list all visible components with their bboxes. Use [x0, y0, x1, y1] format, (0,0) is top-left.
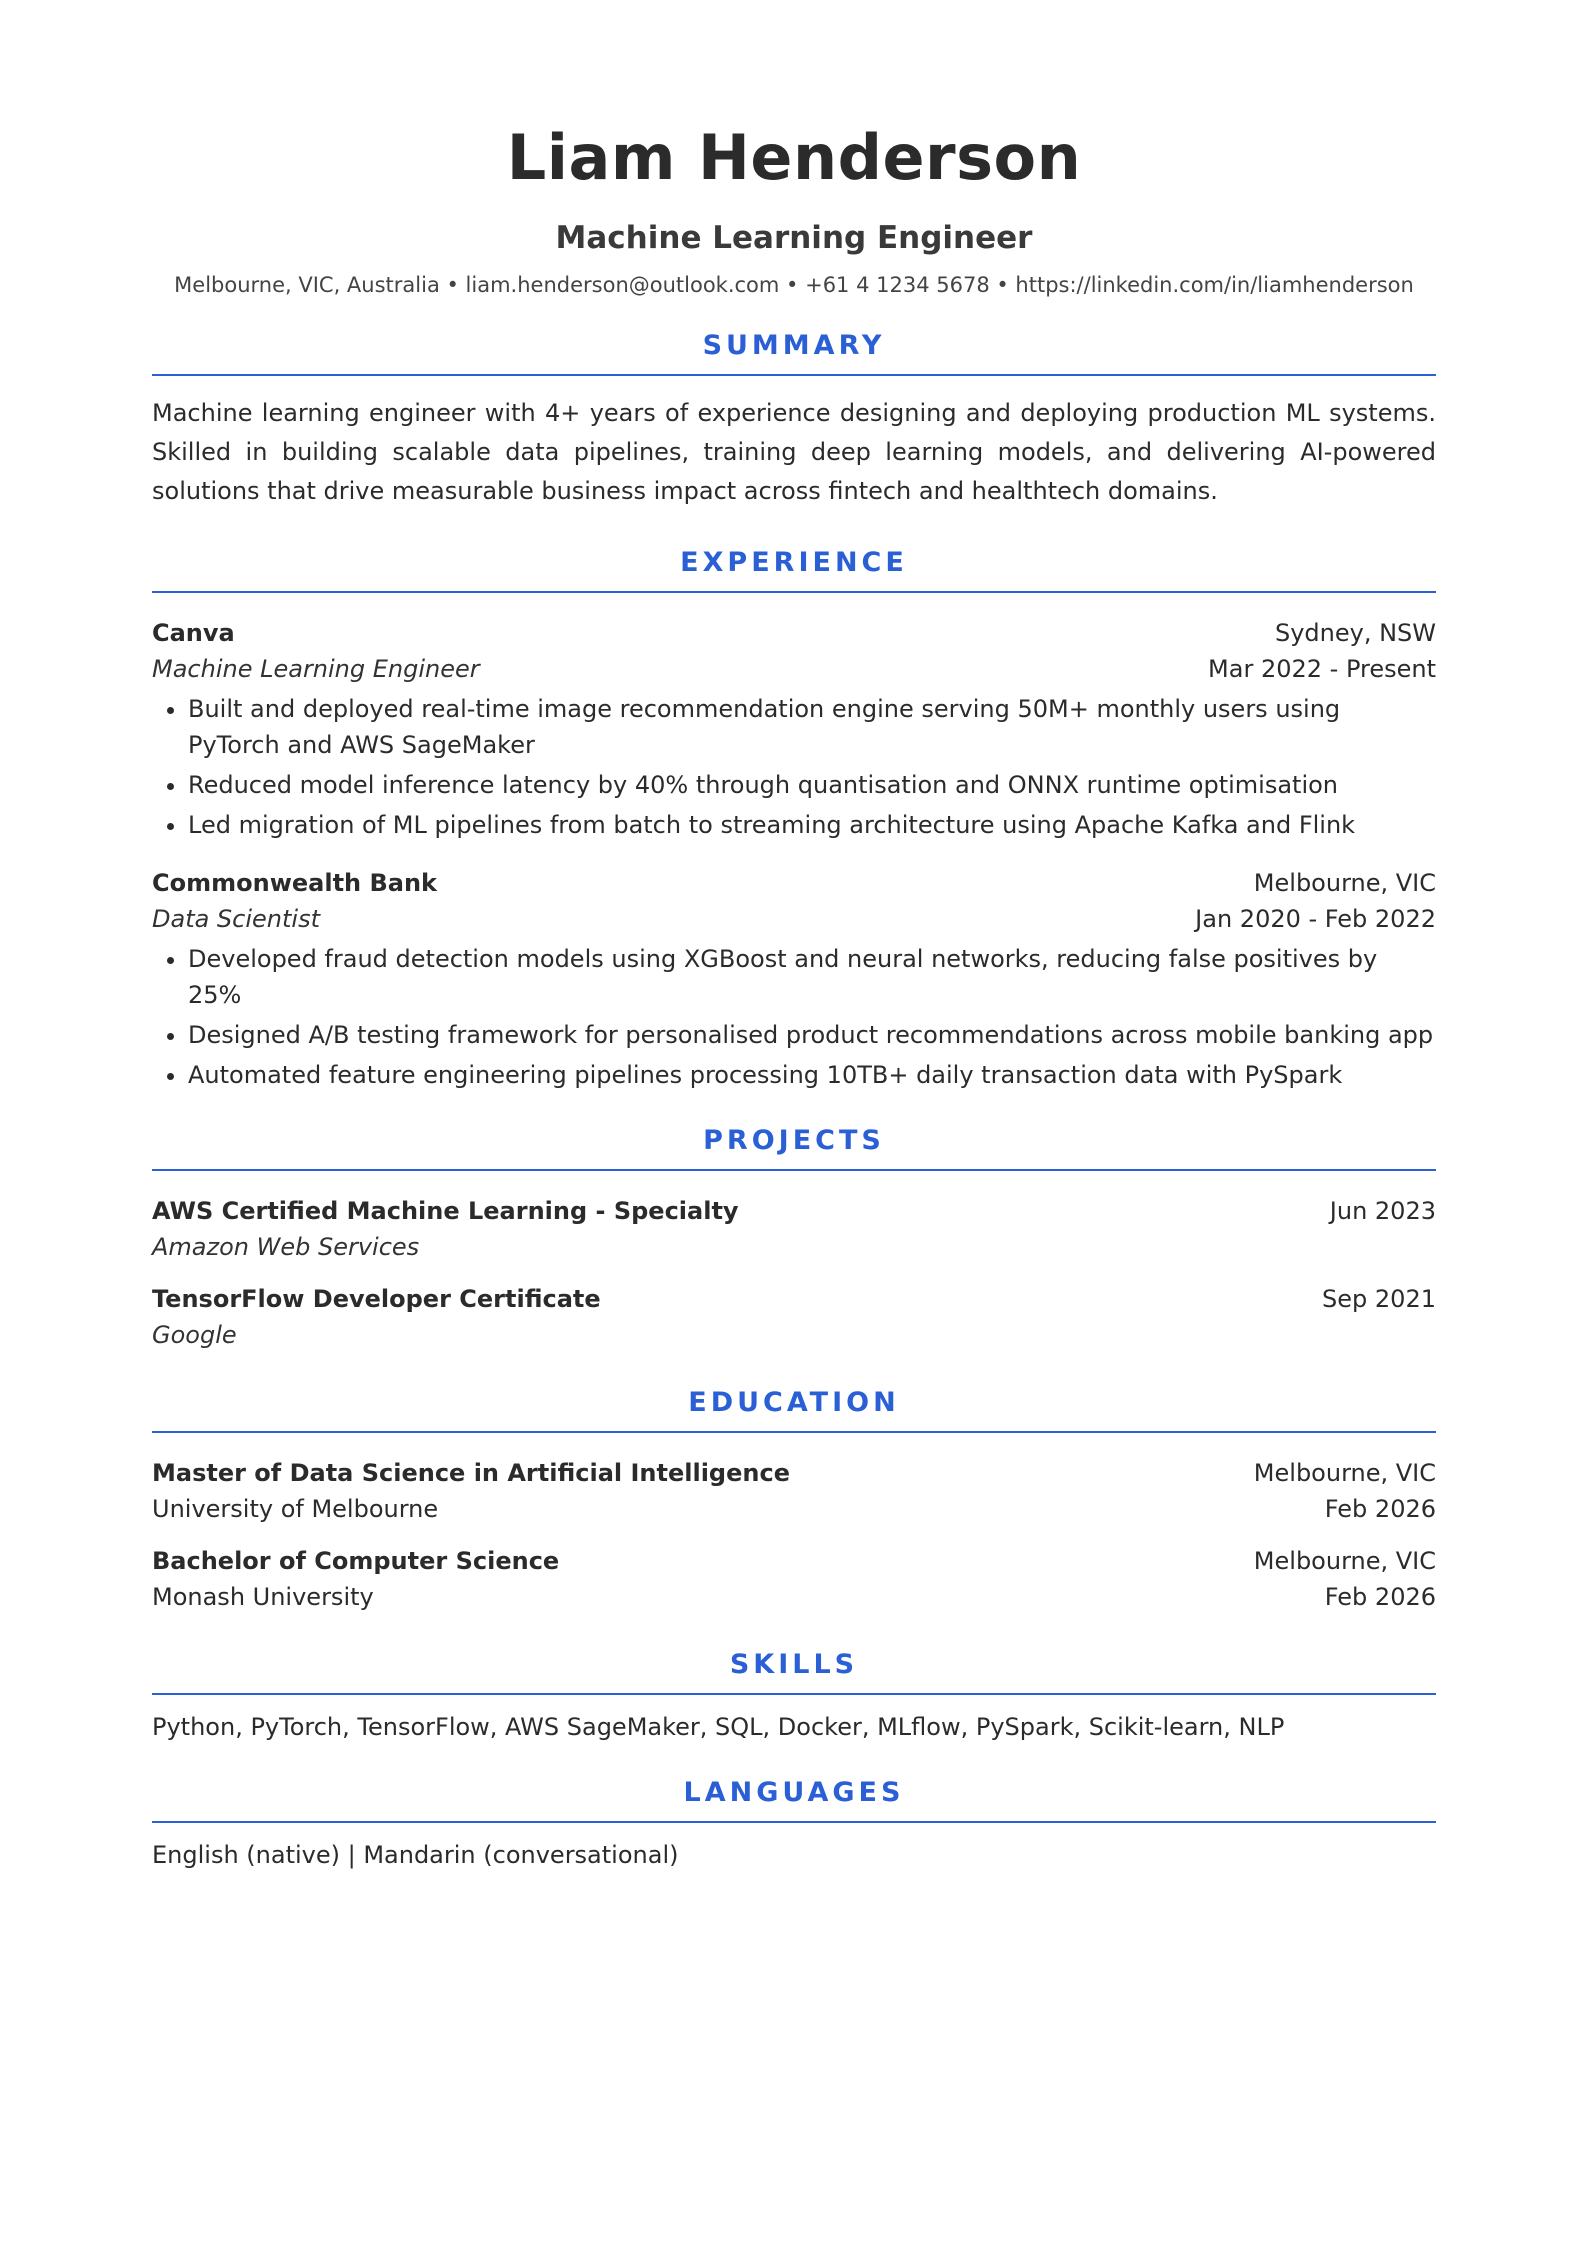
school-name: Monash University: [152, 1583, 374, 1611]
candidate-headline: Machine Learning Engineer: [555, 220, 1033, 256]
job-location: Melbourne, VIC: [1253, 869, 1436, 897]
project-name: AWS Certified Machine Learning - Specialty: [152, 1197, 739, 1225]
job-location: Sydney, NSW: [1274, 619, 1436, 647]
job-bullet: • Reduced model inference latency by 40% through quantisation and ONNX runtime optimisation: [188, 767, 1436, 803]
experience-entry: [152, 865, 1436, 1093]
summary-text: Machine learning engineer with 4+ years of experience designing and deploying production ML systems. Skilled in building scalable data pipelines, training deep learning models, and delivering AI-powered solutions that drive measurable business impact across fintech and healthtech domains.: [152, 399, 1436, 505]
job-bullet: • Designed A/B testing framework for personalised product recommendations across mobile banking app: [188, 1017, 1436, 1053]
education-date: Feb 2026: [1324, 1583, 1436, 1611]
education-entry: [152, 1455, 1436, 1527]
job-bullet: • Led migration of ML pipelines from batch to streaming architecture using Apache Kafka and Flink: [188, 807, 1436, 843]
job-bullet: • Built and deployed real-time image recommendation engine serving 50M+ monthly users using PyTorch and AWS SageMaker: [188, 691, 1436, 763]
experience-section: [152, 545, 1436, 1093]
project-name: TensorFlow Developer Certificate: [152, 1285, 601, 1313]
job-dates: Mar 2022 - Present: [1208, 655, 1436, 683]
languages-heading: LANGUAGES: [152, 1775, 1436, 1823]
company-name: Canva: [152, 619, 235, 647]
projects-heading: PROJECTS: [152, 1123, 1436, 1171]
experience-entry: [152, 615, 1436, 843]
job-bullets: [152, 691, 1436, 843]
job-role: Machine Learning Engineer: [152, 655, 480, 683]
education-location: Melbourne, VIC: [1253, 1459, 1436, 1487]
project-issuer: Amazon Web Services: [152, 1233, 420, 1261]
project-date: Jun 2023: [1329, 1197, 1436, 1225]
education-location: Melbourne, VIC: [1253, 1547, 1436, 1575]
education-heading: EDUCATION: [152, 1385, 1436, 1433]
skills-section: [152, 1647, 1436, 1745]
education-entry: [152, 1543, 1436, 1615]
degree-name: Bachelor of Computer Science: [152, 1547, 560, 1575]
project-entry: [152, 1193, 1436, 1265]
job-role: Data Scientist: [152, 905, 320, 933]
summary-heading: SUMMARY: [152, 328, 1436, 376]
company-name: Commonwealth Bank: [152, 869, 438, 897]
job-dates: Jan 2020 - Feb 2022: [1195, 905, 1436, 933]
job-bullets: [152, 941, 1436, 1093]
school-name: University of Melbourne: [152, 1495, 439, 1523]
languages-text: English (native) | Mandarin (conversational): [152, 1841, 679, 1869]
skills-text: Python, PyTorch, TensorFlow, AWS SageMaker, SQL, Docker, MLflow, PySpark, Scikit-learn, NLP: [152, 1713, 1285, 1741]
projects-section: [152, 1123, 1436, 1353]
resume-header: [152, 0, 1436, 300]
job-bullet: • Automated feature engineering pipelines processing 10TB+ daily transaction data with PySpark: [188, 1057, 1436, 1093]
education-section: [152, 1385, 1436, 1615]
summary-section: [152, 328, 1436, 511]
experience-heading: EXPERIENCE: [152, 545, 1436, 593]
project-date: Sep 2021: [1322, 1285, 1436, 1313]
job-bullet: • Developed fraud detection models using XGBoost and neural networks, reducing false positives by 25%: [188, 941, 1436, 1013]
project-entry: [152, 1281, 1436, 1353]
contact-line: Melbourne, VIC, Australia • liam.henderson@outlook.com • +61 4 1234 5678 • https://linkedin.com/in/liamhenderson: [174, 273, 1414, 297]
languages-section: [152, 1775, 1436, 1873]
skills-heading: SKILLS: [152, 1647, 1436, 1695]
degree-name: Master of Data Science in Artificial Intelligence: [152, 1459, 790, 1487]
project-issuer: Google: [152, 1321, 237, 1349]
education-date: Feb 2026: [1324, 1495, 1436, 1523]
candidate-name: Liam Henderson: [506, 121, 1082, 194]
